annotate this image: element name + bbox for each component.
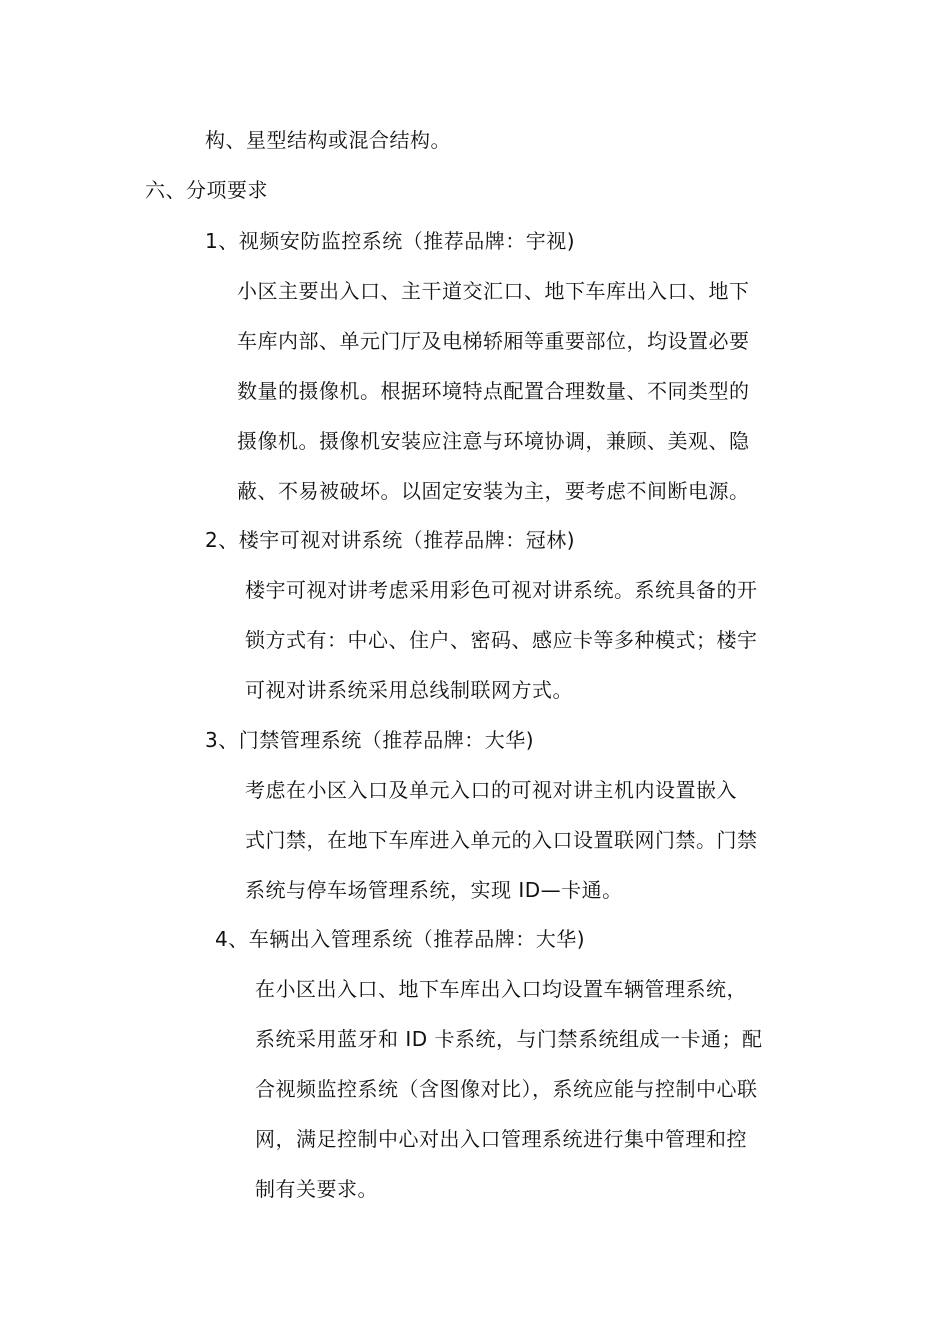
paragraph-line: 网，满足控制中心对出入口管理系统进行集中管理和控 — [255, 1127, 747, 1151]
intro-continuation-line: 构、星型结构或混合结构。 — [205, 128, 451, 152]
paragraph-line: 考虑在小区入口及单元入口的可视对讲主机内设置嵌入 — [245, 778, 737, 802]
paragraph-line: 可视对讲系统采用总线制联网方式。 — [245, 678, 573, 702]
paragraph-line: 在小区出入口、地下车库出入口均设置车辆管理系统， — [255, 977, 747, 1001]
paragraph-line: 锁方式有：中心、住户、密码、感应卡等多种模式；楼宇 — [245, 628, 758, 652]
paragraph-line: 车库内部、单元门厅及电梯轿厢等重要部位，均设置必要 — [237, 329, 750, 353]
item-heading-access-control: 3、门禁管理系统（推荐品牌：大华) — [205, 728, 535, 752]
paragraph-line: 式门禁，在地下车库进入单元的入口设置联网门禁。门禁 — [245, 828, 758, 852]
paragraph-line: 制有关要求。 — [255, 1177, 378, 1201]
item-heading-intercom: 2、楼宇可视对讲系统（推荐品牌：冠林) — [205, 528, 576, 552]
paragraph-line: 蔽、不易被破坏。以固定安装为主，要考虑不间断电源。 — [237, 479, 750, 503]
paragraph-line: 小区主要出入口、主干道交汇口、地下车库出入口、地下 — [237, 279, 750, 303]
item-heading-vehicle-access: 4、车辆出入管理系统（推荐品牌：大华) — [215, 927, 586, 951]
paragraph-line: 数量的摄像机。根据环境特点配置合理数量、不同类型的 — [237, 379, 750, 403]
paragraph-line: 合视频监控系统（含图像对比），系统应能与控制中心联 — [255, 1077, 758, 1101]
paragraph-line: 系统与停车场管理系统，实现 ID—卡通。 — [245, 878, 623, 902]
item-heading-video-surveillance: 1、视频安防监控系统（推荐品牌：宇视) — [205, 229, 576, 253]
section-title: 六、分项要求 — [145, 178, 268, 202]
paragraph-line: 系统采用蓝牙和 ID 卡系统，与门禁系统组成一卡通；配 — [255, 1027, 763, 1051]
paragraph-line: 楼宇可视对讲考虑采用彩色可视对讲系统。系统具备的开 — [245, 578, 758, 602]
paragraph-line: 摄像机。摄像机安装应注意与环境协调，兼顾、美观、隐 — [237, 429, 750, 453]
